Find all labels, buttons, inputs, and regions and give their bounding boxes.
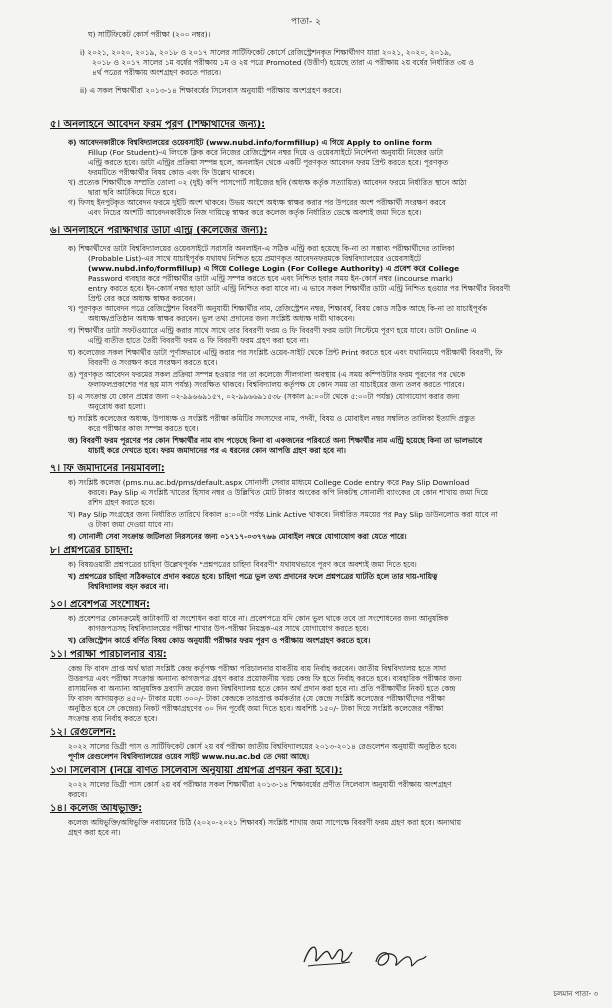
text-line: করে পরীক্ষার কাজ সম্পন্ন করতে হবে। xyxy=(88,424,199,433)
text-line: ফি বাবদ আদায়কৃত ৪৫০/- টাকার মধ্যে ৩০০/- টাকা কেন্দ্রকে তারপ্রাপ্ত কর্মকর্তার (যে কেন্দ্রে সংশ্লিষ্ট কলেজের পরীক্ষার্থীদের পরীক্ষা xyxy=(68,694,446,703)
text-line: খ) পূরণকৃত আবেদন পত্রে রেজিস্ট্রেশন বিবরণী অনুযায়ী শিক্ষার্থীর নাম, রেজিস্ট্রেশন নম্বর, শিক্ষাবর্ষ, বিষয় কোড সঠিক আছে কি-না তা যাচাইপূর্বক xyxy=(68,304,488,313)
text-line: খ) প্রত্যেক শিক্ষার্থীকে সম্প্রতি তোলা ০২ (দুই) কপি পাসপোর্ট সাইজের ছবি (অধ্যক্ষ কর্তৃক সত্যায়িত) আবেদন ফরমে নির্ধারিত স্থানে আঠা xyxy=(68,178,467,187)
text-line: দ্বারা ছবি আটকিয়ে দিতে হবে। xyxy=(88,188,177,197)
text-line: এন্ট্রি ব্যতীত হাতে তৈরী বিবরণী ফরম ও ফি বিবরণী ফরম গ্রহণ করা হবে না। xyxy=(88,336,309,345)
text-line: কেন্দ্র ফি বাবদ প্রাপ্ত অর্থ দ্বারা সংশ্লিষ্ট কেন্দ্র কর্তৃপক্ষ পরীক্ষা পরিচালনার যাবতীয় ব্যয় নির্বাহ করবেন। জাতীয় বিশ্ববিদ্যালয় হতে সাদা xyxy=(68,664,447,673)
signature-2 xyxy=(370,944,430,974)
text-line: ২০১৮ ও ২০১৭ সালের ১ম বর্ষের পরীক্ষায় ১ম ও ২য় পত্রে Promoted (উত্তীর্ণ) হয়েছে তারা এ পরীক্ষায় ২য় বর্ষের নির্ধারিত ৩য় ও xyxy=(92,58,474,67)
text-line: করবে। xyxy=(68,790,87,799)
section-heading: ১১। পরীক্ষা পরিচালনার ব্যয়: xyxy=(50,650,167,660)
text-line: করবে। Pay Slip এ সংশ্লিষ্ট খাতের হিসাব নম্বর ও উল্লিখিত মোট টাকার অংকের কপি নিকটস্থ সোনালী ব্যাংকের যে কোন শাখায় জমা দিয়ে xyxy=(88,488,489,497)
text-line: জ) বিবরণী ফরম পূরণের পর কোন শিক্ষার্থীর নাম বাদ পড়েছে কিনা বা একজনের পরিবর্তে অন্য শিক্ষার্থীর নাম এন্ট্রি হয়েছে কিনা তা ভালভাবে xyxy=(68,436,483,445)
text-line: ক) শিক্ষার্থীদের ডাটা বিশ্ববিদ্যালয়ের ওয়েবসাইটে সরাসরি অনলাইন-এ সঠিক এন্ট্রি করা হয়েছে কি-না তা সম্ভাব্য পরীক্ষার্থীদের তালিকা xyxy=(68,244,455,253)
text-line: অধ্যক্ষ/প্রতিষ্ঠান অধ্যক্ষ স্বাক্ষর করবেন। ভুল তথ্য প্রদানের জন্য সংশ্লিষ্ট অধ্যক্ষ দায়ী থাকবেন। xyxy=(88,314,355,323)
text-line: রশিদ গ্রহণ করতে হবে। xyxy=(88,498,155,507)
text-line: Password ব্যবহার করে পরীক্ষার্থীর ডাটা এন্ট্রি সম্পন্ন করতে হবে এবং নিশ্চিত হবার সময় ইন-কোর্স নম্বর (incourse mark) xyxy=(88,274,453,283)
text-line: এবং নিচের অংশটি আবেদনকারীকে নিজ দায়িত্বে স্বাক্ষর করে কলেজ কর্তৃক নির্ধারিত ডেস্কে অবশ্যই জমা দিতে হবে। xyxy=(88,208,422,217)
section-heading: ১০। প্রবেশপত্র সংশোধন: xyxy=(50,600,150,610)
text-line: এন্ট্রি করতে হবে। ডাটা এন্ট্রির প্রক্রিয়া সম্পন্ন হলে, অনলাইন থেকে একটি পূরণকৃত আবেদন ফরম প্রিন্ট করতে হবে। পূরণকৃত xyxy=(88,158,449,167)
text-line: গ) শিক্ষার্থীর ডাটা সফটওয়্যারে এন্ট্রি করার সাথে সাথে তার বিবরণী ফরম ও ফি বিবরণী ফরম ডাটা সিস্টেমে পূরণ হয়ে যাবে। ডাটা Online এ xyxy=(68,326,477,335)
page-number: পাতা- ২ xyxy=(290,17,322,27)
text-line: ক) আবেদনকারীকে বিশ্ববিদ্যালয়ের ওয়েবসাইট (www.nubd.info/formfillup) এ গিয়ে Apply to online form xyxy=(68,138,432,147)
text-line: চ) এ সংক্রান্ত যে কোন প্রশ্নের জন্য ০২-৯৯৬৬৯১৫৭, ০২-৯৯৬৬৯১৫৩৮ (সকাল ৯:০০টা থেকে ৫:০০টা পর্যন্ত) যোগাযোগ করার জন্য xyxy=(68,392,460,401)
section-heading: ১২। রেগুলেশন: xyxy=(50,728,116,738)
text-line: (Probable List)-এর সাথে যাচাইপূর্বক যথাযথ নিশ্চিত হয়ে প্রমাণকৃত আবেদনফরমকে বিশ্ববিদ্যালয়ের ওয়েবসাইটে xyxy=(88,254,421,263)
text-line: রাসায়নিক বা অন্যান্য আনুষঙ্গিক দ্রব্যাদি ক্রয়ের জন্য বিশ্ববিদ্যালয় হতে কোন অর্থ প্রদান করা হবে না। প্রতি পরীক্ষার্থীর নিকট হতে কেন্দ্র xyxy=(68,684,456,693)
text-line: পূর্ণাঙ্গ রেগুলেশন বিশ্ববিদ্যালয়ের ওয়েব সাইট www.nu.ac.bd তে দেয়া আছে। xyxy=(68,752,310,761)
text-line: ii) এ সকল শিক্ষার্থীরা ২০১৩-১৪ শিক্ষাবর্ষের সিলেবাস অনুযায়ী পরীক্ষায় অংশগ্রহণ করবে। xyxy=(80,86,342,95)
text-line: বিবরণী ও সংরক্ষণ করে সংরক্ষণ করতে হবে। xyxy=(88,358,218,367)
text-line: অনুরোধ করা হলো। xyxy=(88,402,146,411)
section-heading: ৭। ফি জমাদানের নিয়মাবলী: xyxy=(50,464,165,474)
text-line: বিশ্ববিদ্যালয় বহন করবে না। xyxy=(88,582,169,591)
section-heading: ১৩। সিলেবাস (নিম্নে বর্ণিত সিলেবাস অনুযায়ী প্রশ্নপত্র প্রণয়ন করা হবে।): xyxy=(50,766,343,776)
text-line: যাচাই করে দেখতে হবে। ফরম জমাদানের পর এ ধরনের কোন আপত্তি গ্রহণ করা হবে না। xyxy=(88,446,346,455)
section-heading: ৬। অনলাইনে পরীক্ষার্থীর ডাটা এন্ট্রি (কলেজের জন্য): xyxy=(50,226,268,236)
text-line: ক) বিষয়ওয়ারী প্রশ্নপত্রের চাহিদা উল্লেখপূর্বক "প্রশ্নপত্রের চাহিদা বিবরণী" যথাযথভাবে পূরণ করে অবশ্যই জমা দিতে হবে। xyxy=(68,560,417,569)
text-line: ও টাকা জমা দেওয়া যাবে না। xyxy=(88,520,174,529)
text-line: ঘ) কলেজের সকল শিক্ষার্থীর ডাটা পূর্ণাঙ্গভাবে এন্ট্রি করার পর সংশ্লিষ্ট ওয়েব-সাইট থেকে প্রিন্ট Print করতে হবে এবং যথানিয়মে পরীক্ষার্থী বিবরণী, ফি xyxy=(68,348,503,357)
text-line: entry করতে হবে। ইন-কোর্স নম্বর ছাড়া ডাটা এন্ট্রি নিশ্চিত করা যাবে না। এ ভাবে সকল শিক্ষার্থীর ডাটা এন্ট্রি নিশ্চিত হওয়ার পর শিক্ষার্থীর বিবরণী xyxy=(88,284,511,293)
section-heading: ৫। অনলাইনে আবেদন ফরম পূরণ (শিক্ষার্থীদের জন্য): xyxy=(50,120,266,130)
text-line: ঘ) সার্টিফিকেট কোর্স পরীক্ষা (২০০ নম্বর)। xyxy=(88,30,211,39)
text-line: সংক্রান্ত ব্যয় নির্বাহ করতে হবে। xyxy=(68,714,158,723)
text-line: ২০২২ সালের ডিগ্রী পাস ও সার্টিফিকেট কোর্স ২য় বর্ষ পরীক্ষা জাতীয় বিশ্ববিদ্যালয়ের ২০১৩-২০১৪ রেগুলেশন অনুযায়ী অনুষ্ঠিত হবে। xyxy=(68,742,457,751)
text-line: (www.nubd.info/formfillup) এ গিয়ে College Login (For College Authority) এ প্রবেশ করে College xyxy=(88,264,460,273)
text-line: ফলাফলপ্রকাশের পর ছয় মাস পর্যন্ত) সংরক্ষিত থাকবে। বিশ্ববিদ্যালয় কর্তৃপক্ষ যে কোন সময় তা যাচাইয়ের জন্য তলব করতে পারবে। xyxy=(88,380,465,389)
text-line: ২০২২ সালের ডিগ্রী পাস কোর্স ২য় বর্ষ পরীক্ষার সকল শিক্ষার্থীরা ২০১৩-১৪ শিক্ষাবর্ষের প্রণীত সিলেবাস অনুযায়ী পরীক্ষায় অংশগ্রহণ xyxy=(68,780,452,789)
text-line: কলেজ অধিভুক্তি/অধিভুক্তি নবায়নের চিঠি (২০২০-২০২১ শিক্ষাবর্ষ) সংশ্লিষ্ট শাখায় জমা সাপেক্ষে বিবরণী ফরম গ্রহণ করা হবে। অন্যথায় xyxy=(68,818,462,827)
section-heading: ৮। প্রশ্নপত্রের চাহিদা: xyxy=(50,546,134,556)
text-line: কাগজপত্রসহ বিশ্ববিদ্যালয়ের পরীক্ষা শাখার উপ-পরীক্ষা নিয়ন্ত্রক-এর সাথে যোগাযোগ করতে হবে। xyxy=(88,624,369,633)
text-line: অনুষ্ঠিত হবে সে কেন্দ্রের) নিকট পরীক্ষাগ্রহণের ৩০ দিন পূর্বেই জমা দিতে হবে। অবশিষ্ট ১৫০/- টাকা দিয়ে সংশ্লিষ্ট কলেজের পরীক্ষা xyxy=(68,704,444,713)
text-line: ক) প্রবেশপত্র কোনক্রমেই কাটাকাটি বা সংশোধন করা যাবে না। প্রবেশপত্রে যদি কোন ভুল থাকে তবে তা সংশোধনের জন্য আনুষঙ্গিক xyxy=(68,614,449,623)
text-line: ফরমটিতে পরীক্ষার্থীর বিষয় কোড এবং ফি উল্লেখ থাকবে। xyxy=(88,168,255,177)
text-line: ক) সংশ্লিষ্ট কলেজ (pms.nu.ac.bd/pms/default.aspx সোনালী সেবার মাধ্যমে College Code entry করে Pay Slip Download xyxy=(68,478,470,487)
text-line: উত্তরপত্র এবং পরীক্ষা সংক্রান্ত অন্যান্য কাগজপত্র গ্রহণ করার প্রয়োজনীয় খরচ কেন্দ্র ফি হতে নির্বাহ করতে হবে। ব্যবহারিক পরীক্ষার জন্য xyxy=(68,674,462,683)
text-line: ছ) সংশ্লিষ্ট কলেজের অধ্যক্ষ, উপাধ্যক্ষ ও সংশ্লিষ্ট পরীক্ষা কমিটির সদস্যদের নাম, পদবী, বিষয় ও মোবাইল নম্বর সম্বলিত তালিকা ইত্যাদি প্রস্তুত xyxy=(68,414,475,423)
text-line: খ) Pay Slip সংগ্রহের জন্য নির্ধারিত তারিখে বিকাল ৪:০০টা পর্যন্ত Link Active থাকবে। নির্ধারিত সময়ের পর Pay Slip ডাউনলোড করা যাবে না xyxy=(68,510,498,519)
text-line: ঙ) পূরণকৃত আবেদন ফরমের সকল প্রক্রিয়া সম্পন্ন হওয়ার পর তা কলেজে সীলগালা অবস্থায় (এ সময় কম্পিউটার ফরম পূরণের পর থেকে xyxy=(68,370,466,379)
signature-1 xyxy=(300,938,356,972)
text-line: i) ২০২১, ২০২০, ২০১৯, ২০১৮ ও ২০১৭ সালের সার্টিফিকেট কোর্সে রেজিস্ট্রেশনকৃত শিক্ষার্থীগণ যারা ২০২১, ২০২০, ২০১৯, xyxy=(80,48,452,57)
text-line: খ) রেজিস্ট্রেশন কার্ডে বর্ণিত বিষয় কোড অনুযায়ী পরীক্ষার ফরম পূরণ ও পরীক্ষায় অংশগ্রহণ করতে হবে। xyxy=(68,636,371,645)
text-line: প্রিন্ট বের করে অধ্যক্ষ স্বাক্ষর করবেন। xyxy=(88,294,196,303)
text-line: ৪র্থ পত্রের পরীক্ষায় অংশগ্রহণ করতে পারবে। xyxy=(92,68,222,77)
section-heading: ১৪। কলেজ অধিভুক্তি: xyxy=(50,804,143,814)
text-line: Fillup (For Student)-এ লিংকে ক্লিক করে নিজের রেজিস্ট্রেশন নম্বর দিয়ে ও ওয়েবসাইটে নির্দেশনা অনুযায়ী নিজের ডাটা xyxy=(88,148,443,157)
text-line: গ্রহণ করা হবে না। xyxy=(68,828,121,837)
text-line: খ) প্রশ্নপত্রের চাহিদা সঠিকভাবে প্রদান করতে হবে। চাহিদা পত্রে ভুল তথ্য প্রদানের ফলে প্রশ্নপত্রের ঘাটতি হলে তার দায়-দায়িত্ব xyxy=(68,572,438,581)
continued-page-note: চলমান পাতা- ৩ xyxy=(553,990,598,998)
text-line: গ) ফিসহ ইনপুটকৃত আবেদন ফরমে দুইটি অংশ থাকবে। উভয় অংশে অধ্যক্ষ স্বাক্ষর করার পর উপরের অংশ পরীক্ষার্থী সংরক্ষণ করবে xyxy=(68,198,446,207)
text-line: গ) সোনালী সেবা সংক্রান্ত জটিলতা নিরসনের জন্য ০১৭১৭-০৩৭৭৬৬ মোবাইল নম্বরে যোগাযোগ করা যেতে পারে। xyxy=(68,532,407,541)
